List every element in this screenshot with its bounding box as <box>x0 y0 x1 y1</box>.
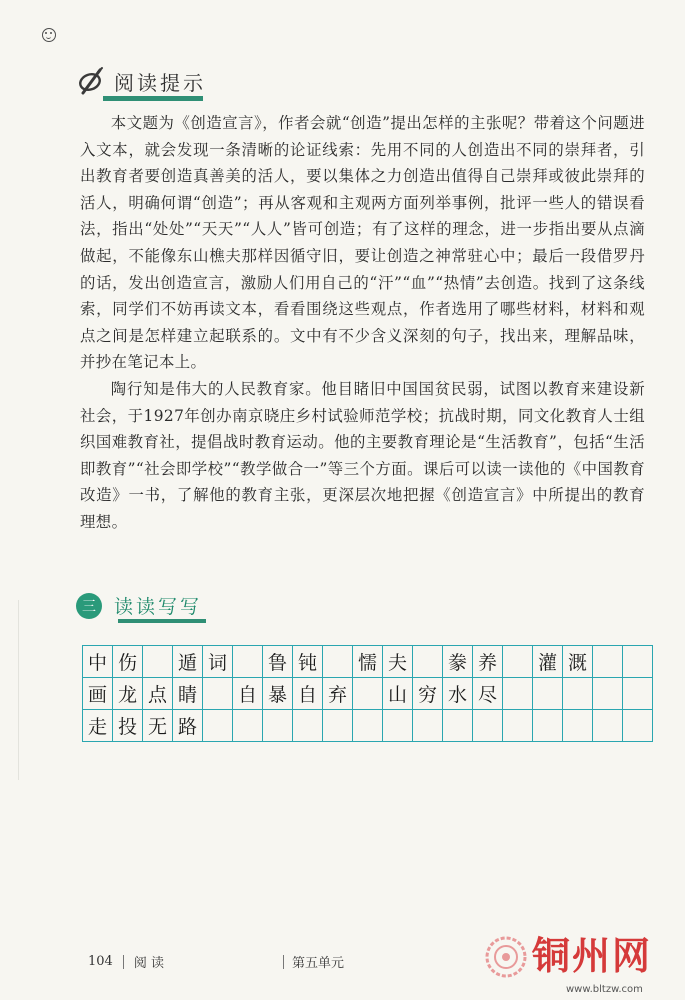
grid-cell <box>623 646 653 678</box>
watermark-url: www.bltzw.com <box>566 984 643 995</box>
grid-cell: 词 <box>203 646 233 678</box>
grid-cell <box>203 678 233 710</box>
grid-cell <box>323 710 353 742</box>
unit-divider <box>283 955 284 969</box>
vocabulary-grid <box>82 645 653 742</box>
grid-cell <box>143 646 173 678</box>
grid-cell: 养 <box>473 646 503 678</box>
grid-cell: 水 <box>443 678 473 710</box>
grid-cell: 画 <box>83 678 113 710</box>
grid-cell <box>293 710 323 742</box>
grid-cell: 伤 <box>113 646 143 678</box>
watermark-emblem-icon <box>484 935 528 979</box>
read-write-header <box>76 592 202 619</box>
grid-cell: 溉 <box>563 646 593 678</box>
grid-cell: 鲁 <box>263 646 293 678</box>
reading-tips-title: 阅读提示 <box>114 70 206 95</box>
paragraph-2: 陶行知是伟大的人民教育家。他目睹旧中国国贫民弱，试图以教育来建设新社会，于1927年创办南京晓庄乡村试验师范学校；抗战时期，同文化教育人士组织国难教育社，提倡战时教育运动。他的主要教育理论是“生活教育”，包括“生活即教育”“社会即学校”“教学做合一”等三个方面。课后可以读一读他的《中国教育改造》一书，了解他的教育主张，更深层次地把握《创造宣言》中所提出的教育理想。 <box>80 379 645 531</box>
grid-cell <box>443 710 473 742</box>
pen-icon <box>76 66 106 96</box>
grid-cell <box>563 678 593 710</box>
grid-cell <box>263 710 293 742</box>
reading-tips-underline <box>103 96 203 101</box>
paragraph-1: 本文题为《创造宣言》，作者会就“创造”提出怎样的主张呢？带着这个问题进入文本，就会发现一条清晰的论证线索：先用不同的人创造出不同的崇拜者，引出教育者要创造真善美的活人，要以集体之力创造出值得自己崇拜或彼此崇拜的活人，明确何谓“创造”；再从客观和主观两方面列举事例，批评一些人的错误看法，指出“处处”“天天”“人人”皆可创造；有了这样的理念，进一步指出要从点滴做起，不能像东山樵夫那样因循守旧，要让创造之神常驻心中；最后一段借罗丹的话，发出创造宣言，激励人们用自己的“汗”“血”“热情”去创造。找到了这条线索，同学们不妨再读文本，看看围绕这些观点，作者选用了哪些材料，材料和观点之间是怎样建立起联系的。文中有不少含义深刻的句子，找出来，理解品味，并抄在笔记本上。 <box>80 114 645 372</box>
margin-rule <box>18 600 19 780</box>
grid-cell <box>593 678 623 710</box>
grid-cell: 夫 <box>383 646 413 678</box>
grid-cell <box>533 678 563 710</box>
section-number-badge: 三 <box>76 593 102 619</box>
grid-cell: 自 <box>233 678 263 710</box>
section-label: 阅 读 <box>133 956 164 971</box>
unit-label-wrap <box>283 952 344 971</box>
grid-cell <box>503 710 533 742</box>
grid-cell: 走 <box>83 710 113 742</box>
page-number: 104 <box>88 954 113 969</box>
grid-cell <box>563 710 593 742</box>
read-write-title: 读读写写 <box>114 596 203 618</box>
page-footer <box>88 952 164 971</box>
grid-cell <box>623 710 653 742</box>
grid-cell <box>413 646 443 678</box>
grid-cell <box>323 646 353 678</box>
grid-cell: 弃 <box>323 678 353 710</box>
grid-cell <box>503 678 533 710</box>
grid-cell <box>353 678 383 710</box>
unit-label: 第五单元 <box>292 956 345 971</box>
grid-cell: 点 <box>143 678 173 710</box>
grid-cell: 投 <box>113 710 143 742</box>
grid-cell: 豢 <box>443 646 473 678</box>
grid-cell: 灌 <box>533 646 563 678</box>
grid-cell <box>593 710 623 742</box>
smiley-face-icon <box>42 28 56 42</box>
grid-cell <box>503 646 533 678</box>
footer-divider <box>123 955 124 969</box>
grid-cell: 路 <box>173 710 203 742</box>
reading-tips-header <box>76 66 206 96</box>
grid-cell: 自 <box>293 678 323 710</box>
grid-cell <box>233 646 263 678</box>
grid-cell: 遁 <box>173 646 203 678</box>
grid-cell: 龙 <box>113 678 143 710</box>
grid-cell <box>413 710 443 742</box>
grid-cell <box>623 678 653 710</box>
grid-cell <box>383 710 413 742</box>
grid-cell <box>473 710 503 742</box>
grid-cell: 山 <box>383 678 413 710</box>
grid-cell: 穷 <box>413 678 443 710</box>
read-write-underline <box>118 619 206 623</box>
grid-cell: 无 <box>143 710 173 742</box>
grid-cell <box>533 710 563 742</box>
reading-tips-body <box>80 110 645 536</box>
grid-cell: 中 <box>83 646 113 678</box>
grid-cell <box>203 710 233 742</box>
grid-cell <box>233 710 263 742</box>
grid-cell: 尽 <box>473 678 503 710</box>
watermark-text: 铜州网 <box>532 933 653 978</box>
grid-cell: 睛 <box>173 678 203 710</box>
grid-cell: 钝 <box>293 646 323 678</box>
grid-cell <box>593 646 623 678</box>
grid-cell: 暴 <box>263 678 293 710</box>
grid-cell <box>353 710 383 742</box>
grid-cell: 懦 <box>353 646 383 678</box>
